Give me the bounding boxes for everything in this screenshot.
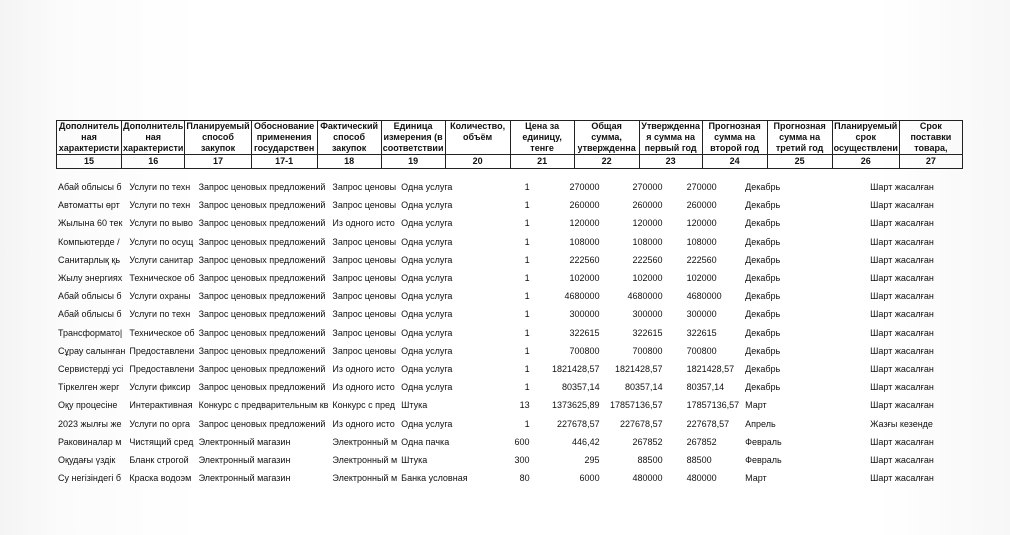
cell-unit-price: 300000	[569, 309, 600, 320]
cell-planned-method: Электронный магазин	[198, 454, 291, 465]
header-title-row	[57, 121, 963, 155]
cell-char-15: Раковиналар м	[58, 436, 122, 447]
cell-planned-period: Февраль	[745, 436, 782, 447]
cell-planned-method: Запрос ценовых предложений	[198, 382, 326, 393]
cell-planned-period: Апрель	[745, 418, 776, 429]
cell-unit-price: 1373625,89	[552, 400, 600, 411]
cell-char-15: Автоматты өрт	[58, 200, 120, 211]
cell-unit: Банка условная	[401, 473, 468, 484]
cell-char-16: Услуги фиксир	[129, 382, 191, 393]
header-cell: Дополнитель ная характеристи	[123, 121, 184, 153]
column-number: 15	[57, 155, 122, 169]
cell-char-15: Оқу процесіне	[58, 400, 118, 411]
cell-total-sum: 267852	[632, 436, 663, 447]
cell-unit-price: 102000	[569, 273, 600, 284]
cell-first-year-sum: 222560	[686, 254, 717, 265]
cell-char-16: Краска водоэм	[129, 473, 192, 484]
cell-quantity: 1	[524, 200, 530, 211]
table-row	[56, 433, 999, 451]
cell-char-16: Услуги по техн	[129, 309, 191, 320]
cell-delivery-term: Шарт жасалған	[870, 309, 934, 320]
cell-actual-method: Запрос ценовы	[332, 236, 397, 247]
column-number: 23	[639, 155, 702, 169]
cell-actual-method: Электронный м	[332, 473, 398, 484]
cell-first-year-sum: 300000	[686, 309, 717, 320]
cell-actual-method: Запрос ценовы	[332, 345, 397, 356]
table-row	[56, 305, 999, 323]
table-row	[56, 342, 999, 360]
cell-delivery-term: Шарт жасалған	[870, 291, 934, 302]
cell-delivery-term: Шарт жасалған	[870, 454, 934, 465]
cell-quantity: 80	[519, 473, 530, 484]
cell-unit: Одна услуга	[401, 273, 453, 284]
cell-char-15: Трансформато|	[58, 327, 123, 338]
cell-unit: Одна услуга	[401, 236, 453, 247]
cell-total-sum: 88500	[637, 454, 663, 465]
cell-actual-method: Из одного исто	[332, 382, 395, 393]
cell-quantity: 1	[524, 418, 530, 429]
header-cell: Дополнитель ная характеристи	[57, 121, 122, 155]
cell-delivery-term: Шарт жасалған	[870, 218, 934, 229]
cell-planned-method: Запрос ценовых предложений	[198, 200, 326, 211]
cell-char-16: Предоставлени	[129, 363, 195, 374]
header-number-row	[57, 155, 963, 169]
table-row	[56, 251, 999, 269]
cell-first-year-sum: 1821428,57	[686, 363, 735, 374]
cell-unit: Одна услуга	[401, 382, 453, 393]
cell-planned-method: Запрос ценовых предложений	[198, 345, 326, 356]
table-row	[56, 214, 999, 232]
header-cell: Единица измерения (в соответствии	[382, 121, 444, 153]
cell-delivery-term: Шарт жасалған	[870, 436, 934, 447]
cell-char-16: Интерактивная	[129, 400, 193, 411]
cell-planned-method: Запрос ценовых предложений	[198, 182, 326, 193]
cell-total-sum: 108000	[632, 236, 663, 247]
cell-unit-price: 6000	[579, 473, 600, 484]
column-number: 22	[574, 155, 639, 169]
table-row	[56, 287, 999, 305]
cell-quantity: 600	[514, 436, 530, 447]
cell-planned-period: Декабрь	[745, 218, 781, 229]
cell-total-sum: 102000	[632, 273, 663, 284]
cell-delivery-term: Шарт жасалған	[870, 400, 934, 411]
cell-total-sum: 120000	[632, 218, 663, 229]
table-row	[56, 324, 999, 342]
header-cell: Утвержденна я сумма на первый год	[639, 121, 702, 155]
cell-first-year-sum: 108000	[686, 236, 717, 247]
cell-unit: Одна услуга	[401, 200, 453, 211]
cell-unit: Одна услуга	[401, 291, 453, 302]
cell-actual-method: Электронный м	[332, 436, 398, 447]
cell-unit: Одна услуга	[401, 363, 453, 374]
column-number: 26	[832, 155, 899, 169]
header-cell: Общая сумма, утвержденна	[574, 121, 639, 155]
table-row	[56, 414, 999, 432]
cell-planned-period: Декабрь	[745, 236, 781, 247]
cell-actual-method: Запрос ценовы	[332, 200, 397, 211]
cell-delivery-term: Шарт жасалған	[870, 473, 934, 484]
cell-char-16: Услуги санитар	[129, 254, 194, 265]
header-cell: Цена за единицу, тенге	[510, 121, 574, 155]
table-row	[56, 233, 999, 251]
cell-first-year-sum: 4680000	[686, 291, 722, 302]
cell-quantity: 1	[524, 327, 530, 338]
cell-planned-method: Запрос ценовых предложений	[198, 327, 326, 338]
cell-total-sum: 700800	[632, 345, 663, 356]
cell-char-15: Сұрау салынған	[58, 345, 126, 356]
cell-quantity: 1	[524, 273, 530, 284]
cell-planned-period: Декабрь	[745, 182, 781, 193]
cell-char-15: Компьютерде /	[58, 236, 120, 247]
cell-unit-price: 80357,14	[562, 382, 600, 393]
cell-quantity: 1	[524, 182, 530, 193]
cell-actual-method: Из одного исто	[332, 218, 395, 229]
cell-char-16: Чистящий сред	[129, 436, 194, 447]
cell-planned-method: Запрос ценовых предложений	[198, 236, 326, 247]
cell-delivery-term: Шарт жасалған	[870, 236, 934, 247]
cell-unit: Штука	[401, 454, 428, 465]
cell-unit: Одна услуга	[401, 218, 453, 229]
cell-planned-period: Декабрь	[745, 273, 781, 284]
cell-quantity: 1	[524, 345, 530, 356]
cell-unit-price: 270000	[569, 182, 600, 193]
cell-char-16: Бланк строгой	[129, 454, 189, 465]
cell-actual-method: Запрос ценовы	[332, 309, 397, 320]
cell-actual-method: Запрос ценовы	[332, 273, 397, 284]
table-row	[56, 396, 999, 414]
cell-planned-period: Декабрь	[745, 363, 781, 374]
cell-unit: Одна услуга	[401, 309, 453, 320]
cell-unit: Одна услуга	[401, 254, 453, 265]
cell-planned-period: Декабрь	[745, 382, 781, 393]
cell-first-year-sum: 227678,57	[686, 418, 730, 429]
cell-char-16: Услуги по техн	[129, 182, 191, 193]
cell-total-sum: 1821428,57	[615, 363, 663, 374]
cell-actual-method: Из одного исто	[332, 363, 395, 374]
cell-unit: Одна услуга	[401, 418, 453, 429]
cell-first-year-sum: 102000	[686, 273, 717, 284]
cell-total-sum: 227678,57	[620, 418, 663, 429]
cell-planned-method: Запрос ценовых предложений	[198, 418, 326, 429]
table-row	[56, 196, 999, 214]
cell-char-16: Услуги по осущ	[129, 236, 194, 247]
cell-total-sum: 4680000	[627, 291, 663, 302]
cell-first-year-sum: 260000	[686, 200, 717, 211]
cell-char-16: Услуги по выво	[129, 218, 193, 229]
cell-planned-method: Конкурс с предварительным кв	[198, 400, 329, 411]
cell-unit: Одна услуга	[401, 345, 453, 356]
table-row	[56, 469, 999, 487]
cell-quantity: 1	[524, 254, 530, 265]
cell-planned-period: Декабрь	[745, 309, 781, 320]
cell-delivery-term: Жазғы кезенде	[870, 418, 933, 429]
header-cell: Прогнозная сумма на третий год	[767, 121, 832, 155]
cell-unit-price: 108000	[569, 236, 600, 247]
cell-delivery-term: Шарт жасалған	[870, 254, 934, 265]
cell-char-16: Услуги по орга	[129, 418, 191, 429]
cell-first-year-sum: 80357,14	[686, 382, 725, 393]
header-cell: Срок поставки товара,	[899, 121, 962, 155]
cell-delivery-term: Шарт жасалған	[870, 327, 934, 338]
cell-quantity: 1	[524, 309, 530, 320]
header-cell: Планируемый срок осуществлени	[833, 121, 898, 153]
table-row	[56, 360, 999, 378]
cell-actual-method: Из одного исто	[332, 418, 395, 429]
cell-delivery-term: Шарт жасалған	[870, 382, 934, 393]
cell-first-year-sum: 88500	[686, 454, 712, 465]
header-cell: Прогнозная сумма на второй год	[702, 121, 767, 155]
cell-first-year-sum: 120000	[686, 218, 717, 229]
column-number: 24	[702, 155, 767, 169]
cell-delivery-term: Шарт жасалған	[870, 273, 934, 284]
cell-unit-price: 322615	[569, 327, 600, 338]
header-cell: Фактический способ закупок	[317, 121, 381, 155]
cell-char-15: Абай облысы б	[58, 182, 122, 193]
cell-actual-method: Запрос ценовы	[332, 291, 397, 302]
cell-unit-price: 260000	[569, 200, 600, 211]
cell-actual-method: Запрос ценовы	[332, 254, 397, 265]
cell-first-year-sum: 267852	[686, 436, 717, 447]
cell-total-sum: 260000	[632, 200, 663, 211]
table-row	[56, 178, 999, 196]
cell-total-sum: 17857136,57	[610, 400, 663, 411]
cell-actual-method: Запрос ценовы	[332, 327, 397, 338]
cell-unit-price: 700800	[569, 345, 600, 356]
cell-unit: Штука	[401, 400, 428, 411]
cell-planned-method: Запрос ценовых предложений	[198, 363, 326, 374]
cell-planned-method: Запрос ценовых предложений	[198, 218, 326, 229]
cell-quantity: 1	[524, 291, 530, 302]
cell-planned-method: Запрос ценовых предложений	[198, 254, 326, 265]
cell-actual-method: Запрос ценовы	[332, 182, 397, 193]
cell-planned-period: Декабрь	[745, 291, 781, 302]
cell-delivery-term: Шарт жасалған	[870, 200, 934, 211]
column-number: 27	[899, 155, 962, 169]
cell-quantity: 1	[524, 382, 530, 393]
cell-first-year-sum: 480000	[686, 473, 717, 484]
cell-quantity: 13	[519, 400, 530, 411]
column-number: 17	[185, 155, 251, 169]
column-number: 25	[767, 155, 832, 169]
cell-char-15: 2023 жылғы же	[58, 418, 122, 429]
cell-planned-period: Март	[745, 400, 767, 411]
cell-char-16: Услуги охраны	[129, 291, 191, 302]
cell-actual-method: Электронный м	[332, 454, 398, 465]
cell-planned-period: Декабрь	[745, 200, 781, 211]
table-row	[56, 451, 999, 469]
cell-delivery-term: Шарт жасалған	[870, 363, 934, 374]
header-cell: Обоснование применения государствен	[251, 121, 317, 155]
cell-planned-period: Февраль	[745, 454, 782, 465]
cell-char-15: Жылына 60 тек	[58, 218, 123, 229]
column-number: 17-1	[251, 155, 317, 169]
cell-char-16: Услуги по техн	[129, 200, 191, 211]
cell-unit: Одна услуга	[401, 182, 453, 193]
cell-planned-method: Запрос ценовых предложений	[198, 309, 326, 320]
cell-planned-period: Декабрь	[745, 345, 781, 356]
table-row	[56, 378, 999, 396]
cell-char-16: Техническое об	[129, 273, 195, 284]
header-cell: Планируемый способ закупок	[186, 121, 250, 153]
cell-total-sum: 270000	[632, 182, 663, 193]
cell-planned-method: Электронный магазин	[198, 473, 291, 484]
cell-first-year-sum: 700800	[686, 345, 717, 356]
cell-planned-method: Запрос ценовых предложений	[198, 291, 326, 302]
cell-char-16: Предоставлени	[129, 345, 195, 356]
cell-planned-method: Электронный магазин	[198, 436, 291, 447]
column-number: 18	[317, 155, 381, 169]
cell-char-15: Жылу энергиях	[58, 273, 123, 284]
cell-unit: Одна пачка	[401, 436, 450, 447]
cell-char-15: Абай облысы б	[58, 291, 122, 302]
column-number: 21	[510, 155, 574, 169]
cell-char-15: Су негізіндегі б	[58, 473, 122, 484]
table-body	[56, 178, 999, 487]
cell-total-sum: 80357,14	[625, 382, 663, 393]
table-row	[56, 269, 999, 287]
header-cell: Количество, объём	[445, 121, 510, 155]
cell-char-15: Тіркелген жерг	[58, 382, 120, 393]
column-number: 20	[445, 155, 510, 169]
cell-unit-price: 446,42	[572, 436, 600, 447]
cell-char-15: Санитарлық қь	[58, 254, 121, 265]
cell-delivery-term: Шарт жасалған	[870, 182, 934, 193]
cell-unit-price: 222560	[569, 254, 600, 265]
cell-quantity: 300	[514, 454, 530, 465]
cell-char-15: Сервистерді усі	[58, 363, 124, 374]
cell-total-sum: 322615	[632, 327, 663, 338]
cell-actual-method: Конкурс с пред	[332, 400, 396, 411]
cell-first-year-sum: 17857136,57	[686, 400, 740, 411]
cell-char-15: Оқудағы үздік	[58, 454, 116, 465]
cell-total-sum: 300000	[632, 309, 663, 320]
cell-char-16: Техническое об	[129, 327, 195, 338]
cell-total-sum: 222560	[632, 254, 663, 265]
cell-total-sum: 480000	[632, 473, 663, 484]
column-number: 19	[381, 155, 445, 169]
cell-unit-price: 227678,57	[557, 418, 600, 429]
cell-quantity: 1	[524, 236, 530, 247]
cell-char-15: Абай облысы б	[58, 309, 122, 320]
cell-first-year-sum: 322615	[686, 327, 717, 338]
table-header	[56, 120, 963, 169]
column-number: 16	[122, 155, 185, 169]
cell-planned-method: Запрос ценовых предложений	[198, 273, 326, 284]
cell-unit-price: 1821428,57	[552, 363, 600, 374]
cell-planned-period: Декабрь	[745, 254, 781, 265]
cell-first-year-sum: 270000	[686, 182, 717, 193]
cell-unit-price: 295	[584, 454, 600, 465]
cell-planned-period: Декабрь	[745, 327, 781, 338]
cell-quantity: 1	[524, 218, 530, 229]
cell-unit-price: 4680000	[564, 291, 600, 302]
cell-quantity: 1	[524, 363, 530, 374]
cell-delivery-term: Шарт жасалған	[870, 345, 934, 356]
cell-planned-period: Март	[745, 473, 767, 484]
cell-unit-price: 120000	[569, 218, 600, 229]
cell-unit: Одна услуга	[401, 327, 453, 338]
